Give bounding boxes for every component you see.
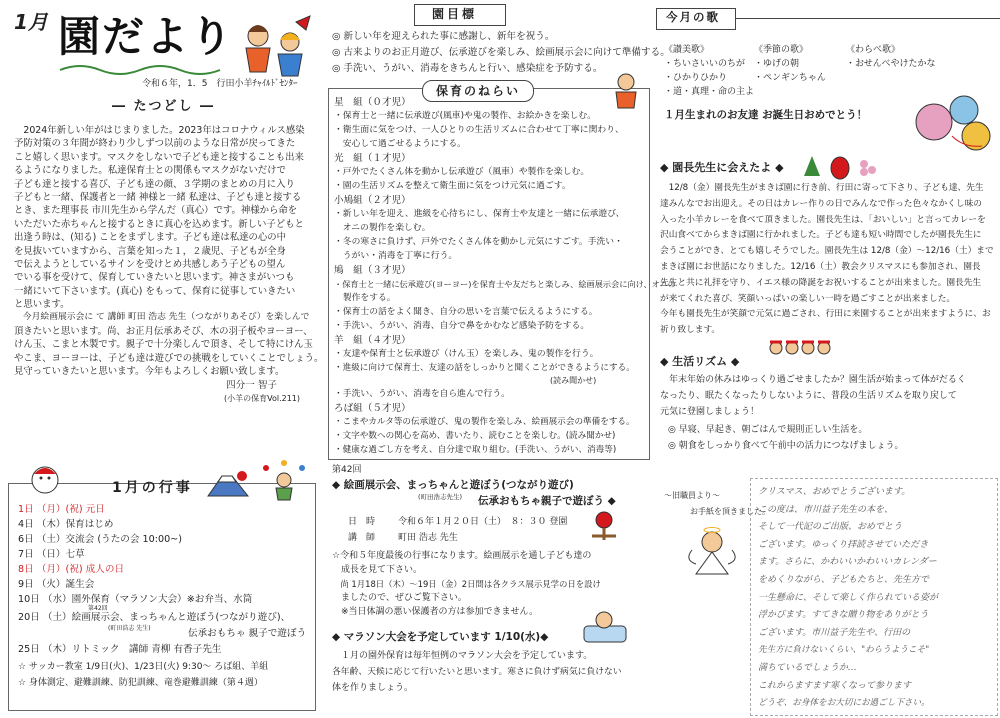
children-illustration-icon (236, 14, 314, 84)
juggling-child-icon (256, 460, 312, 500)
exhibition-line: 成長を見て下さい。 (332, 565, 423, 575)
aims-line: ・保育士の話をよく聞き、自分の思いを言葉で伝えるようにする。 (334, 307, 598, 317)
letter-intro: お手紙を頂きました。 (690, 507, 770, 516)
aims-line: ・戸外でたくさん体を動かし伝承遊び（風車）や製作を楽しむ。 (334, 167, 590, 177)
exhibition-date-label: 日 時 (348, 517, 376, 527)
events-title: 1月の行事 (112, 480, 193, 496)
essay-line: とき、また理事長 市川先生から学んだ（真心）です。神様から命を (14, 205, 298, 217)
letter-line: そして一代記のご出版、おめでとう (758, 522, 903, 533)
essay-line: を見抜いていますから、言葉を知った１，２歳児、子どもが全身 (14, 245, 286, 257)
letter-line: 先生方に負けないくらい、"わらうようこそ" (758, 645, 930, 656)
aims-line: ・こまやカルタ等の伝承遊び、鬼の製作を楽しみ、絵画展示会の準備をする。 (334, 417, 635, 427)
newsletter-title: 園だより (58, 12, 235, 61)
event-item: 伝承おもちゃ 親子で遊ぼう (188, 628, 307, 639)
mount-fuji-icon (206, 470, 250, 498)
aims-line: ・手洗い、うがい、消毒、自分で鼻をかむなど感染予防をする。 (334, 321, 590, 331)
essay-line: 予防対策の３年間が終わり少しずつ以前のような日常が戻ってきた (14, 138, 296, 150)
essay-line: 子どもと一緒、保護者と一緒 神様と一緒 私達は、子ども達と接する (14, 191, 302, 203)
rhythm-line: ◎ 早寝、早起き、朝ごはんで規則正しい生活を。 (668, 425, 868, 435)
aims-line: 製作をする。 (334, 293, 396, 303)
song-item: ・道・真理・命の主よ (664, 87, 755, 97)
goal-item: ◎ 古来よりのお正月遊び、伝承遊びを楽しみ、絵画展示会に向けて準備する。 (332, 47, 670, 58)
exhibition-line: 尚 1月18日（木）～19日（金）2日間は各クラス展示見学の日を設け (332, 579, 601, 589)
songs-title: 今月の歌 (666, 10, 720, 24)
exhibition-title: ◆ 絵画展示会、まっちゃんと遊ぼう(つながり遊び) (332, 479, 574, 491)
rhythm-line: 年末年始の休みはゆっくり過ごせましたか？園生活が始まって体がだるく (660, 375, 966, 385)
director-line: 今年も園長先生が笑顔で元気に過ごされ、行田に来園することが出来ますように、お (660, 309, 991, 320)
letter-line: クリスマス、おめでとうございます。 (758, 487, 911, 497)
goal-item: ◎ 手洗い、うがい、消毒をきちんと行い、感染症を予防する。 (332, 63, 603, 74)
director-line: 会うことができ、とても嬉しそうでした。園長先生は 12/8（金）～12/16（土）まで (660, 246, 994, 257)
event-item: ☆ サッカー教室 1/9日(火)、1/23日(火) 9:30～ ろば組、羊組 (18, 662, 269, 672)
song-item: ・ゆげの朝 (754, 59, 800, 69)
aims-line: (読み聞かせ) (334, 376, 597, 385)
angel-icon (682, 520, 742, 580)
aims-line: ・進級に向けて保育士、友達の話をしっかりと聞くことができるようにする。 (334, 363, 635, 373)
director-body (660, 182, 998, 340)
essay-line: るようになりました。私達保育士との関係もマスクがないだけで (14, 165, 286, 177)
director-line: 達みんなでお出迎え。その日はカレー作りの日でみんなで作った色々なかくし味の (660, 198, 982, 209)
aims-line: ・保育士と一緒に伝承遊び(風車)や鬼の製作、お絵かきを楽しむ。 (334, 111, 596, 121)
aims-line: ・園の生活リズムを整えて衛生面に気をつけ元気に過ごす。 (334, 181, 571, 191)
exhibition-line: ましたので、ぜひご覧下さい。 (332, 593, 467, 603)
event-item: 6日 （土）交流会 (うたの会 10:00~) (18, 534, 182, 545)
issuer-line: 令和６年，1．5 行田小羊ﾁｬｲﾙﾄﾞｾﾝﾀｰ (142, 79, 298, 89)
director-line: 沢山食べてからまきば園に行かれました。子ども達も短い時間でしたが園長先生に (660, 230, 982, 241)
aims-line: ・手洗い、うがい、消毒を自ら進んで行う。 (334, 389, 510, 399)
aims-line: ・友達や保育士と伝承遊び（けん玉）を楽しみ、鬼の製作を行う。 (334, 349, 599, 359)
event-note-teacher: (町田浩志 先生) (108, 625, 151, 632)
director-line: が来てくれた喜び、笑顔いっぱいの楽しい一時を過ごすことが出来ました。 (660, 293, 956, 304)
marathon-line: １月の園外保育は毎年恒例のマラソン大会を予定しています。 (332, 651, 593, 661)
children-group-icon (768, 336, 832, 362)
exhibition-date-value: 令和６年１月２０日（土） ８：３０ 登園 (398, 517, 568, 527)
essay-signature: 四分一 智子 (226, 380, 278, 391)
right-column (650, 0, 1000, 718)
letter-line: をめくりながら、子どもたちと、先生方で (758, 574, 930, 585)
exhibition-lecturer-label: 講 師 (348, 533, 376, 543)
goals-title: 園目標 (432, 7, 478, 21)
aims-line: オニの製作を楽しむ。 (334, 223, 431, 233)
marathon-child-icon (580, 606, 630, 646)
essay-body (14, 124, 324, 378)
daruma-icon (28, 460, 62, 494)
aims-line: ・保育士と一緒に伝承遊び(ヨーヨー)を保育士や友だちと楽しみ、絵画展示会に向け、オニの (334, 279, 676, 289)
event-item: 8日 （月）(祝) 成人の日 (18, 564, 125, 575)
director-line: 入った小羊カレーを食べて頂きました。園長先生は、「おいしい」と言ってカレーを (660, 214, 986, 225)
event-item: 9日 （火）誕生会 (18, 579, 95, 590)
event-item: 25日 （木）リトミック 講師 青柳 有香子先生 (18, 644, 222, 655)
director-title: ◆ 園長先生に会えたよ ◆ (660, 161, 784, 174)
aims-line: 小鳩組（２才児） (334, 195, 411, 206)
middle-column (318, 0, 676, 718)
letter-line: どうぞ、お身体をお大切にお過ごし下さい。 (758, 698, 930, 709)
song-item: ・ひかりひかり (664, 73, 728, 83)
aims-title: 保育のねらい (436, 84, 521, 98)
director-line: 祈り致します。 (660, 325, 721, 336)
essay-line: 2024年新しい年がはじまりました。2023年はコロナウィルス感染 (14, 125, 305, 136)
song-item: ・ペンギンちゃん (754, 73, 826, 83)
letter-from: ～旧職員より～ (664, 491, 720, 500)
exhibition-number: 第42回 (332, 465, 362, 475)
aims-line: 鳩 組（３才児） (334, 265, 411, 276)
essay-line: 出逢う時は、(知る) ことをまずします。子ども達は私達の心の中 (14, 232, 287, 244)
kendama-icon (586, 510, 622, 540)
marathon-title: ◆ マラソン大会を予定しています 1/10(水)◆ (332, 631, 549, 643)
essay-line: と思います。 (14, 299, 70, 311)
aims-line: ・文字や数への関心を高め、書いたり、読むことを楽しむ。(読み聞かせ) (334, 431, 616, 441)
songs-group-head: 《季節の歌》 (754, 45, 809, 55)
letter-line: 浮かびます。すてきな贈り物をありがとう (758, 610, 929, 621)
essay-line: でいる事を受けて、保育していきたいと思います。神さまがいつも (14, 272, 295, 284)
aims-line: 星 組（０才児） (334, 97, 411, 108)
rhythm-line: なったり、眠たくなったりしないように、普段の生活リズムを取り戻して (660, 391, 957, 401)
new-year-decor-icon (800, 152, 890, 180)
aims-line: ろば組（５才児） (334, 403, 411, 414)
letter-line: ございます。市川益子先生や、行田の (758, 627, 911, 638)
director-line: 12/8（金）園長先生がまきば園に行き前、行田に寄って下さり、子ども達、先生 (660, 183, 984, 193)
grass-decoration-icon (60, 60, 230, 72)
aims-line: 安心して過ごせるようにする。 (334, 139, 466, 149)
exhibition-line: ☆令和５年度最後の行事になります。絵画展示を通し子ども達の (332, 551, 592, 561)
letter-line: 満ちているでしょうか… (758, 662, 857, 673)
letter-line: ます。さらに、かわいいかわいいカレンダー (758, 557, 937, 568)
essay-line: で伝えようとしているサインを受けとめ共感しあう子どもの望ん (14, 258, 286, 270)
essay-title: ― たつどし ― (112, 99, 216, 114)
event-item: 7日 （日）七草 (18, 549, 85, 560)
exhibition-teacher: (町田浩志先生) (418, 493, 463, 501)
exhibition-lecturer-value: 町田 浩志 先生 (398, 533, 458, 543)
aims-line: ・衛生面に気をつけ、一人ひとりの生活リズムに合わせて丁寧に関わり、 (334, 125, 624, 135)
rhythm-title: ◆ 生活リズム ◆ (660, 355, 740, 368)
aims-line: ・冬の寒さに負けず、戸外でたくさん体を動かし元気にすごす。手洗い・ (334, 237, 623, 247)
event-item: ☆ 身体測定、避難訓練、防犯訓練、竜巻避難訓練（第４週） (18, 678, 263, 688)
letter-line: ございます。ゆっくり拝読させていただき (758, 539, 929, 550)
aims-line: 光 組（１才児） (334, 153, 411, 164)
exhibition-line: ※当日体調の悪い保護者の方は参加できません。 (332, 607, 539, 617)
aims-body (334, 96, 676, 458)
aims-line: うがい・消毒を丁寧に行う。 (334, 251, 458, 261)
director-line: まきば園にお世話になりました。12/16（土）教会クリスマスにも参加され、園長 (660, 261, 981, 272)
event-item: 20日 （土）絵画展示会、まっちゃんと遊ぼう(つながり遊び)、 (18, 612, 291, 623)
rhythm-line: ◎ 朝食をしっかり食べて午前中の活力につなげましょう。 (668, 441, 904, 451)
essay-line: いただいた赤ちゃんと接するときに真心を込めます。新しい子どもと (14, 218, 304, 230)
event-item: 10日 （水）園外保育（マラソン大会）※お弁当、水筒 (18, 594, 253, 605)
left-column (0, 0, 324, 718)
marathon-line: 各年齢、天候に応じて行いたいと思います。寒さに負けず病気に負けない (332, 667, 622, 677)
essay-line: こと嬉しく思います。マスクをしないで子ども達と接することも出来 (14, 151, 304, 163)
marathon-line: 体を作りましょう。 (332, 683, 414, 693)
essay-line: 見守っていきたいと思います。今年もよろしくお願い致します。 (14, 366, 285, 378)
aims-line: 羊 組（４才児） (334, 335, 411, 346)
song-item: ・おせんべやけたかな (846, 59, 936, 69)
event-note-no42: 第42回 (88, 605, 108, 612)
essay-line: 一緒にいて下さいます。(真心) をもって、保育に従事していきたい (14, 285, 296, 297)
essay-line: 頂きたいと思います。尚、お正月伝承あそび、木の羽子板やヨーヨー、 (14, 325, 313, 337)
letter-line: これからますます寒くなって参ります (758, 680, 912, 691)
aims-line: ・健康な過ごし方を考え、自分達で取り組む。(手洗い、うがい、消毒等) (334, 445, 617, 455)
aims-line: ・新しい年を迎え、進級を心待ちにし、保育士や友達と一緒に伝承遊び、 (334, 209, 625, 219)
essay-line: 子ども達と接する喜び、子ども達の顔、３学期のまとめの月に入り (14, 178, 295, 190)
songs-group-head: 《わらべ歌》 (846, 45, 901, 55)
letter-line: この度は、市川益子先生の本を、 (758, 504, 894, 515)
birthday-message: １月生まれのお友達 お誕生日おめでとう！ (664, 109, 868, 121)
song-item: ・ちいさいいのちが (664, 59, 746, 69)
letter-line: 一生懸命に、そして楽しく作られている姿が (758, 592, 939, 603)
goal-item: ◎ 新しい年を迎えられた事に感謝し、新年を祝う。 (332, 31, 555, 42)
event-item: 4日 （木）保育はじめ (18, 519, 114, 530)
exhibition-subtitle: 伝承おもちゃ親子で遊ぼう ◆ (478, 495, 616, 507)
essay-line: 今月絵画展示会に て 講師 町田 浩志 先生（つながりあそび）を楽しんで (14, 312, 310, 323)
essay-line: やこま、ヨーヨーは、子ども達は遊びでの挑戦をしていくことでしょう。 (14, 352, 324, 364)
songs-group-head: 《讃美歌》 (664, 45, 710, 55)
event-item: 1日 （月）(祝) 元日 (18, 504, 105, 515)
yarn-balls-icon (912, 88, 1000, 152)
essay-source: (小羊の保育Vol.211) (224, 394, 301, 403)
letter-body (758, 484, 994, 713)
rhythm-line: 元気に登園しましょう！ (660, 407, 760, 417)
month-label: 1月 (14, 10, 48, 34)
director-line: 先生と共に礼拝を守り、イエス様の降誕をお祝いすることが出来ました。園長先生 (660, 277, 982, 288)
essay-line: けん玉、こまと木製です。親子で十分楽しんで頂き、そして特にけん玉 (14, 339, 313, 351)
